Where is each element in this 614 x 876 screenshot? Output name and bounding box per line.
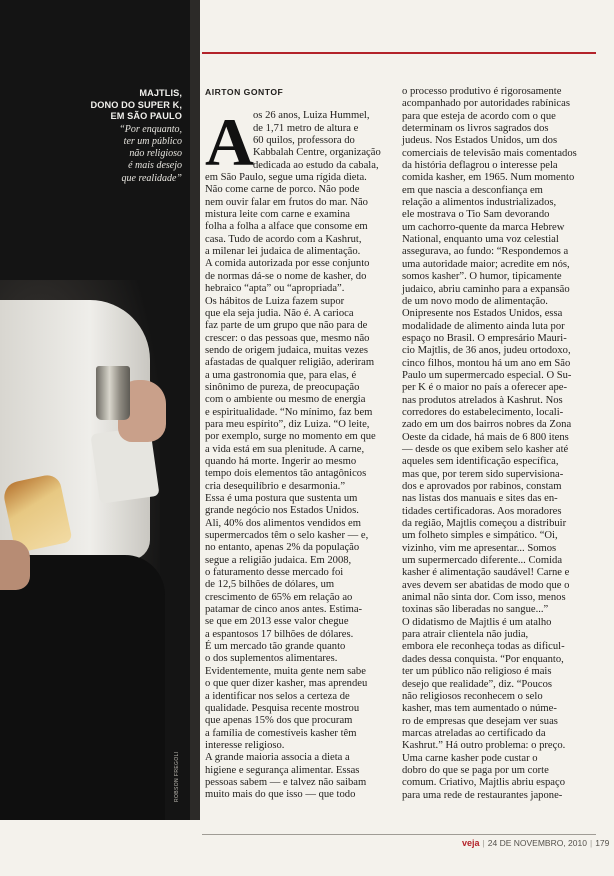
text-line: National, enquanto uma voz celestial (402, 234, 559, 246)
header-rule (202, 52, 596, 54)
photo-left-hand (0, 540, 30, 590)
text-line: para meu espírito”, diz Luiza. “O leite, (205, 418, 370, 430)
text-line: desejo que realidade”, diz. “Poucos (402, 678, 553, 690)
text-line: uma autoridade maior; acredite em nós, (402, 258, 570, 270)
text-line: o processo produtivo é rigorosamente (402, 86, 562, 97)
text-line: da história deflagrou o interesse pela (402, 160, 558, 172)
text-line: embora ele reconheça todas as dificul- (402, 641, 565, 653)
text-line: em São Paulo, segue uma rígida dieta. (205, 172, 367, 184)
footer-separator: | (589, 838, 593, 848)
text-line: marcas atreladas ao certificado da (402, 727, 546, 739)
page-number: 179 (595, 838, 610, 848)
text-line: ro de empresas que desejam ver suas (402, 715, 558, 727)
footer-rule (202, 834, 596, 835)
text-line: Evidentemente, muita gente nem sabe (205, 665, 366, 677)
text-line: a identificar nos selos a certeza de (205, 690, 350, 702)
caption-quote-line: não religioso (129, 148, 182, 160)
page-footer (462, 838, 609, 848)
caption-quote-line: ter um público (123, 135, 182, 147)
text-line: É um mercado tão grande quanto (205, 641, 346, 653)
text-line: tidades certificadoras. Aos moradores (402, 505, 562, 517)
text-line: 60 quilos, professora do (253, 135, 355, 147)
text-line: zado em um dos bairros nobres da Zona (402, 419, 572, 431)
text-line: Essa é uma postura que sustenta um (205, 493, 358, 504)
text-line: interesse religioso. (205, 739, 285, 751)
text-line: a milenar lei judaica de alimentação. (205, 246, 361, 258)
text-line: tempo dois elementos tão antagônicos (205, 468, 367, 480)
text-line: quando há morte. Ingerir ao mesmo (205, 455, 357, 467)
drop-cap: A (205, 104, 255, 180)
caption-quote-line: “Por enquanto, (119, 123, 182, 135)
photo-credit: ROBSON FREGOLI (174, 751, 180, 802)
text-line: Os hábitos de Luiza fazem supor (205, 295, 345, 307)
text-line: Ali, 40% dos alimentos vendidos em (205, 517, 361, 529)
footer-separator: | (482, 838, 485, 848)
text-line: de 12,5 bilhões de dólares, um (205, 579, 335, 591)
article-column-2 (402, 86, 584, 802)
text-line: Oeste da cidade, há mais de 6 800 itens (402, 431, 569, 443)
text-line: nas listas dos manuais e sites das en- (402, 493, 558, 505)
text-line: de normas dá-se o nome de kasher, do (205, 270, 367, 282)
caption-heading-line: DONO DO SUPER K, (90, 99, 182, 110)
caption-quote-line: que realidade” (121, 172, 182, 184)
text-line: o que quer dizer kasher, mas aprendeu (205, 678, 368, 690)
text-line: no entanto, apenas 2% da população (205, 542, 360, 554)
text-line: Uma carne kasher pode custar o (402, 752, 538, 764)
caption-heading (90, 88, 182, 123)
text-line: para que esteja de acordo com o que (402, 110, 556, 122)
text-line: cinco filhos, montou há um ano em São (402, 357, 571, 369)
text-line: segue a religião judaica. Em 2008, (205, 554, 352, 566)
text-line: com o ambiente ou mesmo de energia (205, 394, 366, 406)
text-line: nas produtos atrelados à Kashrut. Nos (402, 394, 563, 406)
text-line: muito mais do que isso — que todo (205, 789, 356, 801)
column-2-text (402, 86, 584, 802)
issue-date: 24 DE NOVEMBRO, 2010 (487, 838, 587, 848)
text-line: a uma gastronomia que, para elas, é (205, 369, 357, 381)
text-line: animal não sinta dor. Com isso, menos (402, 592, 566, 604)
text-line: higiene e segurança alimentar. Essas (205, 764, 360, 776)
photo-kiddush-cup (96, 366, 130, 420)
photo-pants (0, 555, 165, 820)
text-line: Onipresente nos Estados Unidos, essa (402, 308, 563, 320)
text-line: hebraico “apta” ou “apropriada”. (205, 283, 345, 295)
text-line: grande negócio nos Estados Unidos. (205, 505, 359, 517)
text-line: para uma rede de restaurantes japone- (402, 789, 563, 801)
text-line: em que nascia a desconfiança em (402, 184, 543, 196)
text-line: judaico, abriu caminho para a expansão (402, 283, 570, 295)
text-line: aves devem ser abatidas de modo que o (402, 579, 570, 591)
text-line: que ela seja judia. Não é. A carioca (205, 307, 354, 319)
text-line: judeus. Nos Estados Unidos, um dos (402, 135, 558, 147)
text-line: ele mostrava o Tio Sam devorando (402, 209, 550, 221)
text-line: aqueles sem identificação específica, (402, 456, 559, 468)
text-line: assegurava, ao fundo: “Respondemos a (402, 246, 569, 258)
text-line: comerciais de televisão mais comentados (402, 147, 577, 159)
text-line: crescer: o das pessoas que, mesmo não (205, 332, 370, 344)
text-line: vizinho, vim me apresentar... Somos (402, 542, 557, 554)
text-line: um supermercado diferente... Comida (402, 555, 563, 567)
text-line: cio Majtlis, de 36 anos, judeu ortodoxo, (402, 345, 571, 357)
text-line: e espiritualidade. “No mínimo, faz bem (205, 406, 373, 418)
text-line: comum. Criativo, Majtlis abriu espaço (402, 777, 565, 789)
text-line: a vida está em sua plenitude. A carne, (205, 443, 365, 455)
article-column-1 (205, 86, 387, 802)
text-line: para atrair clientela não judia, (402, 629, 529, 641)
caption-heading-line: EM SÃO PAULO (110, 111, 182, 121)
text-line: dos e aprovados por rabinos, constam (402, 481, 562, 492)
text-line: kasher, mas tem aumentado o núme- (402, 703, 557, 715)
text-line: os 26 anos, Luiza Hummel, (253, 110, 370, 122)
text-line: afastadas de qualquer religião, aderiram (205, 357, 375, 369)
caption-heading-line: MAJTLIS, (139, 88, 182, 98)
text-line: Kashrut.” Há outro problema: o preço. (402, 740, 566, 752)
text-line: casa. Tudo de acordo com a Kashrut, (205, 233, 362, 245)
text-line: kasher é alimentação saudável! Carne e (402, 567, 570, 579)
text-line: supermercados têm o selo kasher — e, (205, 530, 369, 542)
text-line: O didatismo de Majtlis é um atalho (402, 616, 552, 628)
text-line: da região, Majtlis começou a distribuir (402, 518, 567, 530)
text-line: toxinas são liberadas no sangue...” (402, 604, 549, 616)
text-line: ter um público não religioso é mais (402, 666, 552, 678)
text-line: qualidade. Pesquisa recente mostrou (205, 702, 360, 714)
photo-caption (90, 88, 182, 185)
text-line: corredores do estabelecimento, locali- (402, 406, 564, 418)
text-line: mistura leite com carne e examina (205, 209, 351, 221)
text-line: Paulo um supermercado especial. O Su- (402, 369, 572, 381)
text-line: crescimento de 65% em relação ao (205, 591, 353, 603)
text-line: a espantosos 17 bilhões de dólares. (205, 628, 354, 640)
text-line: mas que, por terem sido supervisiona- (402, 468, 564, 480)
text-line: um cachorro-quente da marca Hebrew (402, 221, 565, 233)
text-line: sinônimo de pureza, de preocupação (205, 381, 360, 393)
text-line: dades dessa conquista. “Por enquanto, (402, 653, 564, 665)
text-line: cria desequilíbrio e desarmonia.” (205, 480, 346, 492)
text-line: não religiosos reconhecem o selo (402, 690, 543, 702)
text-line: faz parte de um grupo que não para de (205, 320, 368, 332)
text-line: patamar de cinco anos antes. Estima- (205, 604, 363, 616)
magazine-brand: veja (462, 838, 480, 848)
text-line: que apenas 15% dos que procuram (205, 715, 353, 727)
text-line: Kabbalah Centre, organização (253, 147, 381, 159)
text-line: determinam os livros sagrados dos (402, 123, 549, 135)
text-line: pessoas sabem — e talvez não saibam (205, 776, 367, 788)
text-line: somos kasher”. O humor, tipicamente (402, 271, 562, 283)
text-line: o faturamento desse mercado foi (205, 567, 344, 579)
text-line: comida kasher, em 1965. Num momento (402, 172, 575, 184)
text-line: por exemplo, surge no momento em que (205, 431, 376, 443)
text-line: A grande maioria associa a dieta a (205, 752, 350, 764)
text-line: modalidade de alimento ainda luta por (402, 320, 565, 332)
text-line: A comida autorizada por esse conjunto (205, 258, 370, 270)
text-line: dedicada ao estudo da cabala, (253, 159, 379, 171)
gutter-strip (190, 0, 200, 820)
text-line: per K é o maior no país a oferecer ape- (402, 382, 567, 394)
text-line: espaço no Brasil. O empresário Mauri- (402, 332, 567, 344)
text-line: dobro do que se paga por um corte (402, 764, 549, 776)
column-1-text (205, 104, 387, 801)
text-line: — desde os que exibem selo kasher até (402, 443, 569, 455)
text-line: de 1,71 metro de altura e (253, 122, 359, 134)
text-line: o dos suplementos alimentares. (205, 653, 338, 665)
caption-quote-line: é mais desejo (128, 160, 182, 172)
text-line: Não come carne de porco. Não pode (205, 184, 360, 196)
text-line: folha a folha a alface que consome em (205, 221, 368, 233)
caption-quote (90, 124, 182, 185)
author-byline: AIRTON GONTOF (205, 87, 284, 97)
text-line: um folheto simples e simpático. “Oi, (402, 530, 558, 542)
text-line: relação a alimentos industrializados, (402, 197, 557, 209)
text-line: acompanhado por autoridades rabínicas (402, 98, 570, 110)
text-line: a família de comestíveis kasher têm (205, 727, 357, 739)
text-line: se que em 2013 esse valor chegue (205, 616, 349, 628)
text-line: de um novo modo de alimentação. (402, 295, 548, 307)
text-line: nem ouvir falar em frutos do mar. Não (205, 196, 368, 208)
text-line: sendo de origem judaica, muitas vezes (205, 344, 368, 356)
